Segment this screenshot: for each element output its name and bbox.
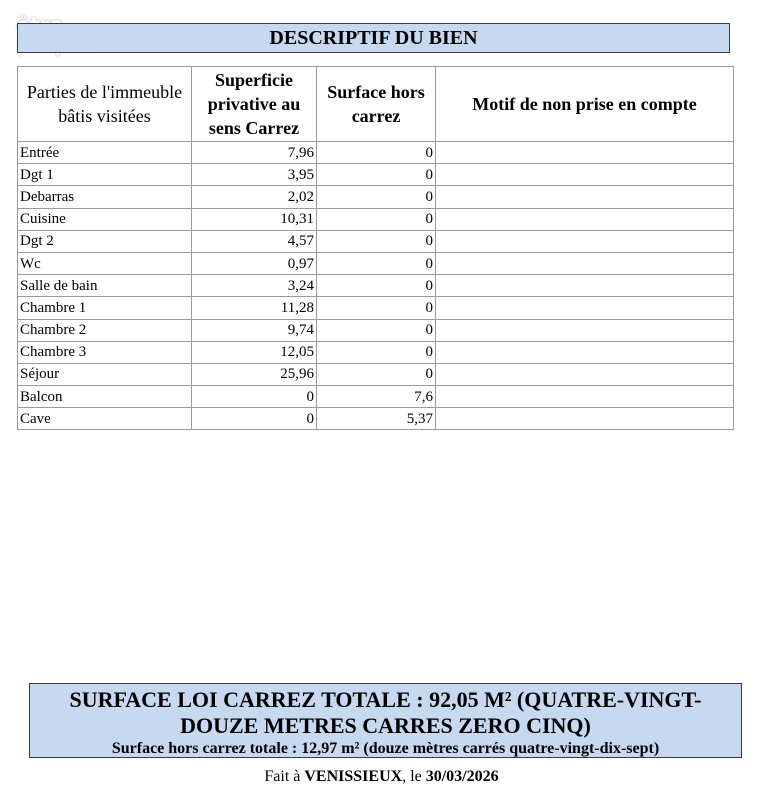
footer-city: VENISSIEUX xyxy=(304,768,403,785)
footer-middle: , le xyxy=(402,768,426,785)
cell-hors-carrez: 7,6 xyxy=(317,386,436,408)
cell-carrez: 3,95 xyxy=(192,164,317,186)
cell-carrez: 9,74 xyxy=(192,319,317,341)
cell-motif xyxy=(436,341,734,363)
table-row xyxy=(18,275,734,297)
table-row xyxy=(18,208,734,230)
cell-partie: Balcon xyxy=(18,386,192,408)
cell-hors-carrez: 0 xyxy=(317,363,436,385)
cell-motif xyxy=(436,208,734,230)
cell-hors-carrez: 0 xyxy=(317,341,436,363)
cell-carrez: 2,02 xyxy=(192,186,317,208)
table-row xyxy=(18,186,734,208)
cell-hors-carrez: 0 xyxy=(317,275,436,297)
cell-hors-carrez: 5,37 xyxy=(317,408,436,430)
cell-partie: Salle de bain xyxy=(18,275,192,297)
cell-partie: Séjour xyxy=(18,363,192,385)
section-title: DESCRIPTIF DU BIEN xyxy=(17,23,730,53)
header-superficie-carrez: Superficie privative au sens Carrez xyxy=(192,67,317,142)
cell-partie: Chambre 2 xyxy=(18,319,192,341)
descriptif-table xyxy=(17,66,734,430)
cell-carrez: 11,28 xyxy=(192,297,317,319)
cell-carrez: 4,57 xyxy=(192,230,317,252)
cell-hors-carrez: 0 xyxy=(317,208,436,230)
cell-hors-carrez: 0 xyxy=(317,230,436,252)
cell-hors-carrez: 0 xyxy=(317,252,436,274)
table-row xyxy=(18,319,734,341)
cell-carrez: 0 xyxy=(192,386,317,408)
cell-motif xyxy=(436,164,734,186)
cell-hors-carrez: 0 xyxy=(317,297,436,319)
cell-partie: Dgt 1 xyxy=(18,164,192,186)
cell-hors-carrez: 0 xyxy=(317,186,436,208)
cell-carrez: 3,24 xyxy=(192,275,317,297)
cell-motif xyxy=(436,275,734,297)
cell-partie: Debarras xyxy=(18,186,192,208)
cell-carrez: 0,97 xyxy=(192,252,317,274)
cell-partie: Dgt 2 xyxy=(18,230,192,252)
cell-hors-carrez: 0 xyxy=(317,319,436,341)
cell-motif xyxy=(436,386,734,408)
table-row xyxy=(18,363,734,385)
cell-motif xyxy=(436,230,734,252)
cell-partie: Wc xyxy=(18,252,192,274)
totals-box xyxy=(29,683,742,758)
cell-carrez: 12,05 xyxy=(192,341,317,363)
cell-carrez: 0 xyxy=(192,408,317,430)
header-parties: Parties de l'immeuble bâtis visitées xyxy=(18,67,192,142)
table-row xyxy=(18,142,734,164)
cell-motif xyxy=(436,363,734,385)
cell-partie: Cave xyxy=(18,408,192,430)
cell-partie: Chambre 1 xyxy=(18,297,192,319)
table-row xyxy=(18,408,734,430)
footer-date: 30/03/2026 xyxy=(425,768,499,785)
table-row xyxy=(18,297,734,319)
total-carrez: SURFACE LOI CARREZ TOTALE : 92,05 M² (QUATRE-VINGT-DOUZE METRES CARRES ZERO CINQ) xyxy=(69,687,702,738)
cell-carrez: 25,96 xyxy=(192,363,317,385)
cell-motif xyxy=(436,297,734,319)
cell-partie: Chambre 3 xyxy=(18,341,192,363)
cell-carrez: 10,31 xyxy=(192,208,317,230)
cell-hors-carrez: 0 xyxy=(317,164,436,186)
cell-partie: Entrée xyxy=(18,142,192,164)
table-row xyxy=(18,252,734,274)
cell-motif xyxy=(436,142,734,164)
total-hors-carrez: Surface hors carrez totale : 12,97 m² (douze mètres carrés quatre-vingt-dix-sept) xyxy=(111,740,660,757)
table-row xyxy=(18,230,734,252)
cell-motif xyxy=(436,408,734,430)
table-row xyxy=(18,164,734,186)
table-row xyxy=(18,341,734,363)
signature-line xyxy=(0,766,763,788)
cell-motif xyxy=(436,186,734,208)
cell-carrez: 7,96 xyxy=(192,142,317,164)
cell-partie: Cuisine xyxy=(18,208,192,230)
table-row xyxy=(18,386,734,408)
cell-hors-carrez: 0 xyxy=(317,142,436,164)
header-motif: Motif de non prise en compte xyxy=(436,67,734,142)
header-surface-hors-carrez: Surface hors carrez xyxy=(317,67,436,142)
footer-prefix: Fait à xyxy=(264,768,305,785)
table-header-row xyxy=(18,67,734,142)
cell-motif xyxy=(436,252,734,274)
table-body xyxy=(18,142,734,430)
cell-motif xyxy=(436,319,734,341)
